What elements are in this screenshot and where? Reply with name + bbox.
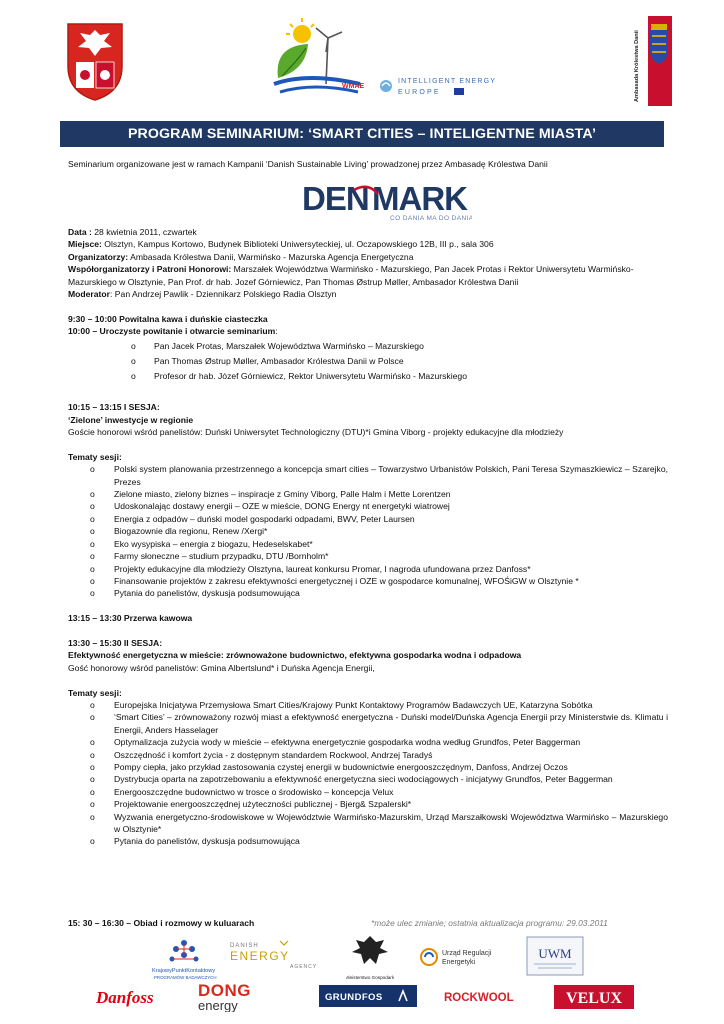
svg-text:DONG: DONG [198, 981, 251, 1000]
svg-text:CO DANIA MA DO DANIA?: CO DANIA MA DO DANIA? [390, 215, 472, 222]
session2-topics-list [68, 699, 668, 848]
danish-embassy-logo [624, 16, 672, 106]
list-item: o Udoskonalając dostawy energii – OZE w mieście, DONG Energy nt energetyki wiatrowej [90, 501, 450, 512]
list-item: o Pytania do panelistów, dyskusja podsumowująca [90, 588, 300, 599]
uwm-logo [526, 936, 584, 976]
list-item: o Pan Jacek Protas, Marszałek Województwa Warmińsko – Mazurskiego [131, 340, 424, 351]
session2-time: 13:30 – 15:30 II SESJA: [68, 637, 163, 648]
svg-text:Ambasada Królestwa Danii: Ambasada Królestwa Danii [634, 30, 640, 102]
list-item: o Europejska Inicjatywa Przemysłowa Smart Cities/Krajowy Punkt Kontaktowy Programów Badawczych UE, Katarzyna Sobótka [90, 699, 593, 710]
list-item: o Optymalizacja zużycia wody w mieście – efektywna energetycznie gospodarka wodna według Grundfos, Peter Baggerman [90, 737, 581, 748]
date-line: Data : 28 kwietnia 2011, czwartek [68, 227, 197, 237]
coffee-break-line: 13:15 – 13:30 Przerwa kawowa [68, 613, 193, 624]
session1-name: ‘Zielone’ inwestycje w regionie [68, 414, 194, 425]
list-item: o Pytania do panelistów, dyskusja podsumowująca [90, 836, 300, 847]
session2-guests: Gość honorowy wśród panelistów: Gmina Albertslund* i Duńska Agencja Energii, [68, 662, 375, 673]
svg-text:DANISH: DANISH [230, 943, 259, 949]
danfoss-logo [94, 984, 170, 1010]
list-item: o Eko wysypiska – energia z biogazu, Hedeselskabet* [90, 538, 313, 549]
page-title: PROGRAM SEMINARIUM: ‘SMART CITIES – INTELIGENTNE MIASTA’ [60, 121, 664, 147]
list-item: o Pan Thomas Østrup Møller, Ambasador Królestwa Danii w Polsce [131, 356, 404, 367]
list-item: o Energia z odpadów – duński model gospodarki odpadami, BWV, Peter Laursen [90, 513, 415, 524]
update-note: *może ulec zmianie; ostatnia aktualizacja programu: 29.03.2011 [371, 918, 608, 928]
velux-logo [554, 985, 634, 1009]
list-item: o Polski system planowania przestrzennego a koncepcja smart cities – Towarzystwo Urbanistów Polskich, Pani Teresa Szymaszkiewicz – Szarejko, Prezes [90, 464, 668, 487]
grundfos-logo [319, 985, 417, 1007]
svg-text:Danfoss: Danfoss [96, 988, 154, 1007]
list-item: o Farmy słoneczne – studium przypadku, DTU /Bornholm* [90, 551, 329, 562]
welcome-coffee-line: 9:30 – 10:00 Powitalna kawa i duńskie ciasteczka [68, 313, 268, 324]
svg-text:ENERGY: ENERGY [230, 949, 290, 963]
organizers-line: Organizatorzy: Ambasada Królestwa Danii, Warmińsko - Mazurska Agencja Energetyczna [68, 251, 414, 262]
list-item: o Projekty edukacyjne dla młodzieży Olsztyna, laureat konkursu Promar, I nagroda ufundowana przez Danfoss* [90, 563, 531, 574]
list-item: o Dystrybucja oparta na zapotrzebowaniu a efektywność energetyczna sieci wodociągowych - inicjatywy Grundfos, Peter Baggerman [90, 774, 613, 785]
list-item: o Biogazownie dla regionu, Renew /Xergi* [90, 526, 268, 537]
denmark-campaign-logo [302, 180, 472, 222]
opening-line: 10:00 – Uroczyste powitanie i otwarcie seminarium: [68, 326, 278, 337]
svg-text:INTELLIGENT ENERGY: INTELLIGENT ENERGY [398, 78, 497, 85]
session1-time: 10:15 – 13:15 I SESJA: [68, 402, 160, 413]
svg-text:KrajowyPunktKontaktowy: KrajowyPunktKontaktowy [152, 968, 216, 974]
session1-guests: Goście honorowi wśród panelistów: Duński Uniwersytet Technologiczny (DTU)*i Gmina Viborg - projekty edukacyjne dla młodzieży [68, 427, 564, 438]
intro-text: Seminarium organizowane jest w ramach Kampanii ‘Danish Sustainable Living’ prowadzonej przez Ambasadę Królestwa Danii [68, 159, 548, 169]
list-item: o Wyzwania energetyczno-środowiskowe w Województwie Warmińsko-Mazurskim, Urząd Marszałkowski Województwa Warmińsko – Mazurskiego w Olsztynie* [90, 811, 668, 834]
session2-name: Efektywność energetyczna w mieście: zrównoważone budownictwo, efektywna gospodarka wodna i odpadowa [68, 650, 522, 661]
svg-text:VELUX: VELUX [565, 990, 623, 1007]
session1-topics-list [68, 463, 668, 599]
list-item: o Profesor dr hab. Józef Górniewicz, Rektor Uniwersytetu Warmińsko - Mazurskiego [131, 371, 467, 382]
session2-topics-label: Tematy sesji: [68, 687, 122, 698]
svg-text:UWM: UWM [538, 946, 572, 961]
dong-energy-logo [198, 980, 282, 1012]
list-item: o Energooszczędne budownictwo w trosce o środowisko – koncepcja Velux [90, 786, 394, 797]
list-item: o Pompy ciepła, jako przykład zastosowania czystej energii w budownictwie energooszczędnym, Danfoss, Andrzej Oczos [90, 761, 568, 772]
svg-text:DEN: DEN [302, 180, 369, 217]
co-organizers-line: Współorganizatorzy i Patroni Honorowi: Marszałek Województwa Warmińsko - Mazurskiego, Pan Jacek Protas i Rektor Uniwersytetu Warmińsko-Mazurskiego w Olsztynie, Pan Prof. dr hab. Jozef Górniewicz, Pan Thomas Østrup Møller, Ambasador Królestwa Danii [68, 264, 634, 287]
svg-text:ROCKWOOL: ROCKWOOL [444, 992, 514, 1004]
svg-text:EUROPE: EUROPE [398, 89, 441, 96]
danish-energy-agency-logo [230, 940, 330, 970]
intelligent-energy-europe-logo [378, 74, 518, 98]
program-body [68, 226, 668, 848]
ministry-of-economy-logo [346, 932, 394, 982]
svg-text:AGENCY: AGENCY [290, 964, 318, 970]
moderator-line: Moderator: Pan Andrzej Pawlik - Dziennikarz Polskiego Radia Olsztyn [68, 289, 337, 300]
location-line: Miejsce: Olsztyn, Kampus Kortowo, Budynek Biblioteki Uniwersyteckiej, ul. Oczapowskiego 12B, III p., sala 306 [68, 239, 494, 250]
list-item: o Finansowanie projektów z zakresu efektywności energetycznej i OZE w gospodarce komunalnej, WFOŚiGW w Olsztynie * [90, 575, 579, 586]
list-item: o ‘Smart Cities’ – zrównoważony rozwój miast a efektywność energetyczna - Duński model/Duńska Agencja Energii przy Ministerstwie ds. Klimatu i Energii, Anders Hasselager [90, 712, 668, 735]
svg-text:PROGRAMÓW BADAWCZYCH UE: PROGRAMÓW BADAWCZYCH UE [154, 975, 218, 980]
svg-text:Ministerstwo Gospodarki: Ministerstwo Gospodarki [346, 975, 394, 980]
list-item: o Oszczędność i komfort życia - z dostępnym standardem Rockwool, Andrzej Taradyś [90, 749, 433, 760]
ure-logo [420, 946, 510, 968]
closing-lunch-line: 15: 30 – 16:30 – Obiad i rozmowy w kuluarach [68, 918, 255, 928]
svg-text:GRUNDFOS: GRUNDFOS [325, 992, 383, 1003]
warmia-masuria-crest-logo [64, 20, 126, 102]
kpk-logo [150, 935, 218, 983]
svg-text:WMAE: WMAE [342, 83, 365, 90]
list-item: o Zielone miasto, zielony biznes – inspiracje z Gminy Viborg, Palle Halm i Mette Lorentzen [90, 489, 451, 500]
svg-text:Urząd Regulacji: Urząd Regulacji [442, 950, 492, 957]
session1-topics-label: Tematy sesji: [68, 451, 122, 462]
svg-text:Energetyki: Energetyki [442, 959, 476, 966]
wmae-logo [268, 12, 368, 102]
svg-text:energy: energy [198, 998, 238, 1012]
list-item: o Projektowanie energooszczędnej użyteczności publicznej - Bjerg& Szpalerski* [90, 799, 412, 810]
svg-text:MARK: MARK [372, 180, 467, 217]
opening-speakers-list [68, 340, 668, 383]
rockwool-logo [444, 988, 540, 1006]
